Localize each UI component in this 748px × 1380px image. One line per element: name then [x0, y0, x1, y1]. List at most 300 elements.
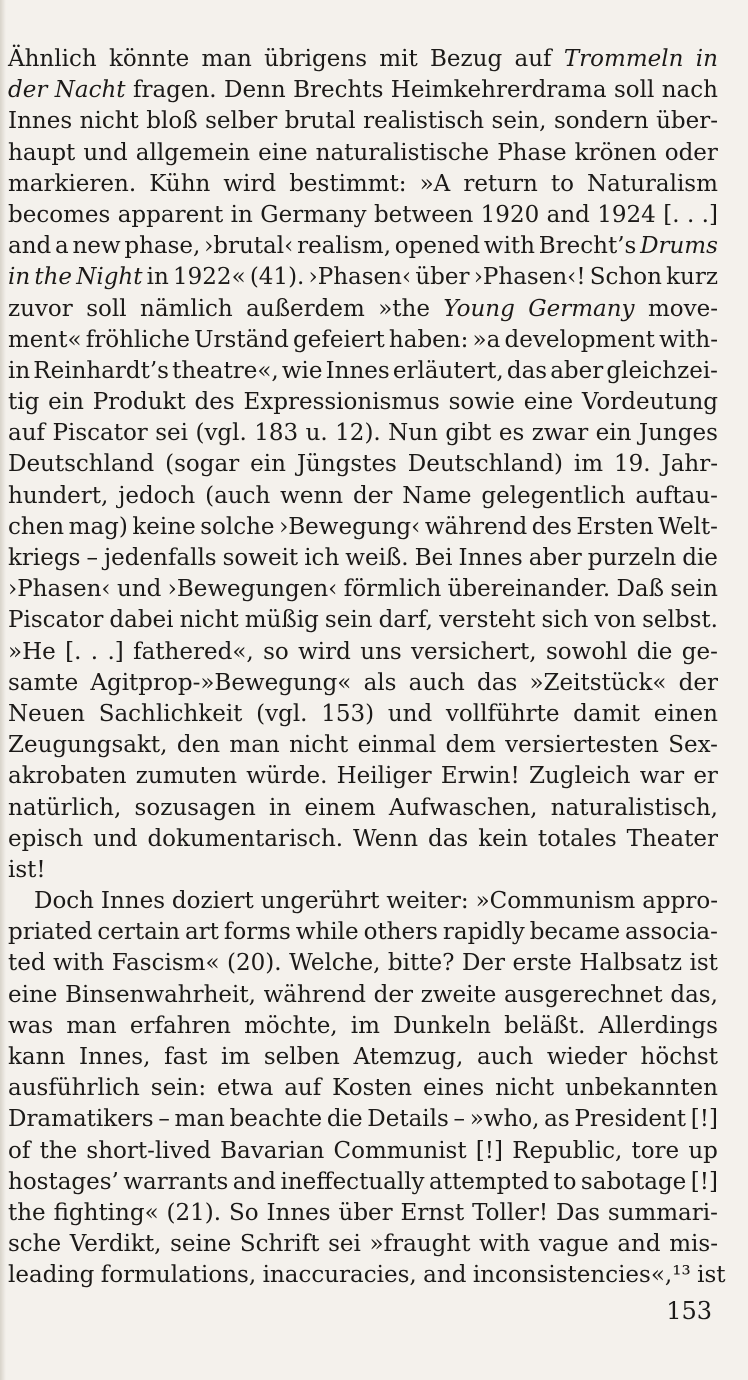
text-word: uns	[360, 638, 402, 665]
text-word: des	[531, 513, 572, 540]
text-word: Innes	[266, 1199, 331, 1226]
body-text	[8, 44, 726, 1292]
text-word: haupt	[8, 139, 76, 166]
text-word: associa-	[625, 919, 718, 946]
text-word: weiß.	[345, 545, 409, 571]
text-word: nicht	[289, 732, 349, 759]
text-word: Das	[555, 1199, 600, 1226]
text-word: sabotage	[580, 1168, 687, 1195]
text-word: von	[594, 607, 637, 634]
text-word: natürlich,	[8, 794, 122, 821]
text-word: übrigens	[264, 46, 367, 72]
text-line	[8, 1167, 718, 1198]
text-word: ist	[697, 1262, 726, 1289]
text-line	[8, 730, 718, 761]
text-line	[8, 200, 718, 231]
text-word: [!]	[690, 1106, 718, 1133]
text-line	[8, 668, 718, 699]
text-word: tore	[631, 1137, 680, 1164]
text-word: und	[387, 700, 433, 727]
text-word: möchte,	[244, 1012, 338, 1039]
text-word: während	[424, 513, 528, 540]
text-line	[8, 1229, 718, 1260]
text-line	[8, 418, 718, 449]
text-word: Heimkehrerdrama	[390, 77, 607, 104]
text-word: »Communism	[475, 888, 636, 915]
text-word: die	[682, 545, 718, 571]
text-word: Produkt	[92, 389, 186, 416]
text-word: 1922«	[173, 264, 246, 291]
text-line	[8, 481, 718, 512]
text-word: nämlich	[140, 295, 233, 322]
text-word: u.	[305, 420, 328, 447]
text-word: sozusagen	[134, 794, 256, 821]
text-word: wird	[223, 170, 277, 197]
text-word: in	[269, 794, 292, 821]
text-word: ›Bewegung‹	[279, 513, 421, 540]
text-word: Dunkeln	[393, 1012, 491, 1039]
text-word: auch	[408, 669, 465, 696]
text-word: Young	[443, 295, 515, 322]
text-word: die	[636, 638, 673, 665]
text-word: totales	[537, 825, 617, 852]
text-word: the	[8, 1199, 46, 1226]
text-word: attempted	[429, 1168, 549, 1195]
text-word: bestimmt:	[289, 170, 407, 197]
text-word: soll	[86, 295, 127, 322]
text-word: Neuen	[8, 700, 85, 727]
text-word: keine	[132, 513, 196, 540]
text-word: »fraught	[369, 1231, 471, 1258]
text-line	[8, 637, 718, 668]
text-word: Innes	[8, 108, 73, 135]
text-word: to	[553, 1168, 577, 1195]
text-word: Bezug	[430, 46, 503, 72]
text-word: man	[66, 1012, 117, 1039]
text-word: in	[8, 357, 31, 384]
text-word: wenn	[280, 482, 344, 509]
text-word: man	[229, 732, 280, 759]
text-word: phase,	[124, 233, 201, 260]
text-word: warrants	[123, 1168, 229, 1195]
text-word: beläßt.	[504, 1012, 586, 1039]
text-word: etwa	[217, 1075, 274, 1102]
text-word: Innes	[100, 888, 166, 915]
text-word: episch	[8, 825, 84, 852]
text-word: darf,	[378, 607, 433, 634]
text-line	[8, 387, 718, 418]
text-line	[8, 793, 718, 824]
text-word: Expressionismus	[243, 389, 440, 416]
text-word: inconsistencies«,¹³	[472, 1262, 691, 1289]
text-word: gefeiert	[293, 326, 385, 353]
text-word: weiter:	[386, 888, 469, 915]
text-word: Denn	[224, 77, 286, 104]
text-word: Innes	[325, 357, 390, 384]
text-word: ment«	[8, 326, 82, 353]
text-word: über	[338, 1199, 393, 1226]
text-word: Brecht’s	[538, 233, 637, 260]
text-word: and	[546, 201, 590, 228]
text-word: ted	[8, 950, 46, 977]
text-word: appro-	[642, 888, 718, 915]
text-word: Name	[402, 482, 472, 509]
text-line	[8, 512, 718, 543]
text-word: .]	[107, 638, 124, 665]
text-word: ›Phasen‹	[308, 264, 412, 291]
text-word: [.	[65, 638, 82, 665]
text-word: (vgl.	[256, 700, 308, 727]
text-word: wieder	[546, 1044, 627, 1070]
text-word: [!]	[475, 1137, 503, 1164]
text-word: Republic,	[512, 1137, 623, 1164]
text-word: Allerdings	[598, 1012, 718, 1039]
text-word: as	[544, 1106, 570, 1133]
text-word: rapidly	[442, 919, 525, 946]
text-word: Ersten	[576, 513, 654, 540]
text-line	[8, 449, 718, 480]
text-word: beachte	[229, 1106, 323, 1133]
text-word: zuvor	[8, 295, 73, 322]
text-line	[8, 699, 718, 730]
text-word: Toller!	[472, 1199, 549, 1226]
text-word: erläutert,	[392, 357, 504, 384]
text-word: Heiliger	[336, 763, 432, 790]
text-word: tig	[8, 389, 40, 416]
text-word: in	[146, 264, 169, 291]
text-word: Halbsatz	[579, 950, 682, 977]
text-word: gelegentlich	[481, 482, 626, 509]
text-word: zumuten	[135, 763, 238, 790]
text-word: das	[477, 669, 518, 696]
text-word: und	[93, 825, 138, 852]
text-word: allgemein	[135, 139, 251, 166]
text-word: eines	[422, 1075, 485, 1102]
text-word: »He	[8, 638, 56, 665]
text-word: Agitprop-»Bewegung«	[90, 669, 352, 696]
text-word: die	[326, 1106, 363, 1133]
text-word: 1924	[597, 201, 656, 228]
text-word: So	[228, 1199, 259, 1226]
text-word: Urständ	[194, 326, 289, 353]
text-word: with	[479, 1231, 531, 1258]
text-word: müßig	[244, 607, 319, 634]
text-word: .	[686, 201, 695, 228]
text-word: ist!	[8, 856, 46, 883]
text-line	[8, 761, 718, 792]
text-word: der	[678, 669, 718, 696]
text-word: »a	[472, 326, 501, 353]
text-word: became	[529, 919, 621, 946]
text-word: theatre«,	[172, 357, 279, 384]
text-word: Sex-	[668, 732, 718, 759]
text-word: sondern	[553, 108, 649, 135]
text-word: with-	[659, 326, 718, 353]
text-word: einmal	[357, 732, 437, 759]
text-word: fighting«	[53, 1199, 159, 1226]
text-word: and	[232, 1168, 276, 1195]
text-word: leading	[8, 1262, 95, 1289]
text-word: erfahren	[129, 1012, 231, 1039]
text-word: soweit	[222, 545, 299, 571]
text-word: krönen	[574, 139, 657, 166]
text-word: selber	[205, 108, 278, 135]
text-word: Nun	[388, 420, 438, 447]
text-word: others	[363, 919, 438, 946]
text-word: seine	[170, 1231, 232, 1258]
text-word: brutal	[284, 108, 356, 135]
text-word: Welche,	[289, 950, 381, 977]
text-word: akrobaten	[8, 763, 127, 790]
text-word: sowohl	[545, 638, 628, 665]
text-line	[8, 356, 718, 387]
text-word: Brechts	[293, 77, 384, 104]
text-word: (auch	[205, 482, 271, 509]
text-word: man	[201, 46, 252, 72]
text-word: ein	[48, 389, 84, 416]
text-word: »who,	[469, 1106, 540, 1133]
text-word: Schrift	[239, 1231, 320, 1258]
text-word: nicht	[495, 1075, 555, 1102]
text-word: das	[506, 357, 548, 384]
text-word: wie	[281, 357, 323, 384]
text-word: chen	[8, 513, 65, 540]
text-word: development	[504, 326, 655, 353]
text-word: aber	[528, 545, 582, 571]
text-word: das,	[670, 981, 718, 1008]
text-line	[8, 543, 718, 574]
text-word: and	[617, 1231, 661, 1258]
text-word: Piscator	[52, 420, 148, 447]
text-word: Doch	[34, 888, 94, 915]
text-line	[8, 294, 718, 325]
text-word: and	[8, 233, 52, 260]
text-word: (20).	[227, 950, 282, 977]
text-line	[8, 1260, 726, 1291]
text-word: new	[72, 233, 121, 260]
text-line	[8, 231, 718, 262]
text-word: außerdem	[246, 295, 365, 322]
text-line	[8, 1136, 718, 1167]
text-word: würde.	[246, 763, 328, 790]
text-word: das	[428, 825, 469, 852]
text-word: 12).	[335, 420, 381, 447]
text-word: opened	[394, 233, 481, 260]
text-word: Details	[367, 1106, 449, 1133]
text-word: ein	[250, 451, 286, 478]
text-word: priated	[8, 919, 93, 946]
text-word: kann	[8, 1044, 66, 1070]
text-word: Innes	[458, 545, 523, 571]
text-word: up	[688, 1137, 718, 1164]
text-word: the	[34, 264, 73, 291]
text-word: solche	[200, 513, 275, 540]
text-word: ungerührt	[260, 888, 380, 915]
text-word: »Zeitstück«	[529, 669, 667, 696]
text-word: Germany	[528, 295, 635, 322]
text-word: vague	[538, 1231, 609, 1258]
text-word: sein	[670, 576, 718, 603]
text-word: bloß	[146, 108, 198, 135]
text-word: Night	[76, 264, 143, 291]
text-word: inaccuracies,	[262, 1262, 417, 1289]
text-word: Ernst	[400, 1199, 465, 1226]
text-word: hundert,	[8, 482, 109, 509]
text-word: Bavarian	[220, 1137, 325, 1164]
text-word: ge-	[681, 638, 718, 665]
text-word: versiertesten	[505, 732, 659, 759]
text-word: im	[573, 451, 604, 478]
text-word: fragen.	[132, 77, 217, 104]
text-word: dem	[445, 732, 496, 759]
text-word: hostages’	[8, 1168, 119, 1195]
page-number: 153	[666, 1297, 712, 1325]
text-line	[8, 948, 718, 979]
text-word: 19.	[613, 451, 651, 478]
text-word: samte	[8, 669, 79, 696]
text-word: eine	[258, 139, 308, 166]
text-word: Phase	[497, 139, 567, 166]
text-line	[8, 75, 718, 106]
text-word: über-	[656, 108, 718, 135]
text-line	[8, 325, 718, 356]
text-line	[8, 886, 718, 917]
text-line	[8, 1073, 718, 1104]
text-word: move-	[647, 295, 718, 322]
text-line	[8, 106, 718, 137]
text-word: gibt	[445, 420, 492, 447]
text-word: dokumentarisch.	[147, 825, 344, 852]
text-word: –	[86, 545, 98, 571]
text-word: haben:	[388, 326, 469, 353]
text-word: unbekannten	[565, 1075, 718, 1102]
text-word: sein,	[491, 108, 547, 135]
text-word: jedoch	[118, 482, 196, 509]
text-word: ›brutal‹	[204, 233, 294, 260]
text-word: aber	[550, 357, 604, 384]
text-word: Fascism«	[111, 950, 220, 977]
text-word: erste	[512, 950, 572, 977]
text-word: man	[174, 1106, 225, 1133]
text-word: Zugleich	[528, 763, 631, 790]
text-word: 153)	[321, 700, 375, 727]
text-word: Kosten	[332, 1075, 413, 1102]
text-word: bitte?	[387, 950, 455, 977]
text-word: wird	[298, 638, 351, 665]
text-word: sei	[155, 420, 189, 447]
text-word: in	[695, 46, 718, 72]
text-word: Communist	[333, 1137, 467, 1164]
page-gutter-edge	[0, 0, 6, 1380]
text-word: sche	[8, 1231, 62, 1258]
text-word: (sogar	[165, 451, 240, 478]
text-word: und	[83, 139, 128, 166]
text-word: apparent	[117, 201, 224, 228]
text-word: ausführlich	[8, 1075, 140, 1102]
text-word: Drums	[640, 233, 718, 260]
text-word: Jahr-	[661, 451, 718, 478]
text-word: naturalistische	[315, 139, 490, 166]
text-word: a	[55, 233, 69, 260]
text-word: versteht	[439, 607, 536, 634]
text-word: –	[158, 1106, 170, 1133]
text-word: ›Bewegungen‹	[167, 576, 338, 603]
text-word: eine	[8, 981, 58, 1008]
text-word: damit	[573, 700, 640, 727]
text-word: ich	[304, 545, 340, 571]
text-word: versichert,	[411, 638, 537, 665]
text-word: Sachlichkeit	[98, 700, 243, 727]
text-word: was	[8, 1012, 54, 1039]
text-word: und	[116, 576, 162, 603]
text-word: ist	[689, 950, 718, 977]
text-word: Bei	[414, 545, 453, 571]
text-word: to	[550, 170, 574, 197]
text-line	[8, 917, 718, 948]
text-line	[8, 44, 718, 75]
text-word: certain	[97, 919, 180, 946]
text-word: (21).	[166, 1199, 222, 1226]
text-word: markieren.	[8, 170, 137, 197]
text-line	[8, 1042, 718, 1073]
text-word: zweite	[420, 981, 497, 1008]
text-line	[8, 574, 718, 605]
text-word: sich	[541, 607, 589, 634]
text-word: oder	[664, 139, 718, 166]
text-word: selbst.	[642, 607, 718, 634]
text-word: [.	[663, 201, 680, 228]
text-word: soll	[613, 77, 655, 104]
text-word: realism,	[297, 233, 392, 260]
text-word: art	[184, 919, 219, 946]
text-line	[8, 1198, 718, 1229]
text-word: summari-	[607, 1199, 718, 1226]
text-word: Wenn	[353, 825, 419, 852]
text-word: fast	[164, 1044, 208, 1070]
text-word: Der	[461, 950, 505, 977]
text-word: vollführte	[445, 700, 560, 727]
text-word: »the	[378, 295, 430, 322]
text-word: gleichzei-	[606, 357, 718, 384]
text-line	[8, 980, 718, 1011]
text-word: and	[423, 1262, 467, 1289]
text-word: President	[574, 1106, 687, 1133]
text-word: es	[498, 420, 525, 447]
text-word: sei	[328, 1231, 361, 1258]
text-word: Trommeln	[563, 46, 684, 72]
text-word: der	[8, 77, 48, 104]
text-word: Atemzug,	[353, 1044, 464, 1070]
text-word: höchst	[640, 1044, 718, 1070]
text-word: between	[373, 201, 474, 228]
text-word: 183	[254, 420, 299, 447]
text-word: des	[194, 389, 235, 416]
text-word: with	[483, 233, 535, 260]
text-word: of	[8, 1137, 31, 1164]
text-word: ›Phasen‹!	[473, 264, 586, 291]
text-word: ausgerechnet	[504, 981, 663, 1008]
text-word: als	[363, 669, 397, 696]
text-word: Naturalism	[587, 170, 718, 197]
text-word: ›Phasen‹	[8, 576, 111, 603]
text-word: Binsenwahrheit,	[65, 981, 256, 1008]
text-word: auf	[284, 1075, 322, 1102]
text-word: Zeugungsakt,	[8, 732, 168, 759]
text-word: Nacht	[54, 77, 126, 104]
text-word: forms	[223, 919, 291, 946]
text-word: nicht	[179, 607, 239, 634]
text-word: in	[230, 201, 253, 228]
